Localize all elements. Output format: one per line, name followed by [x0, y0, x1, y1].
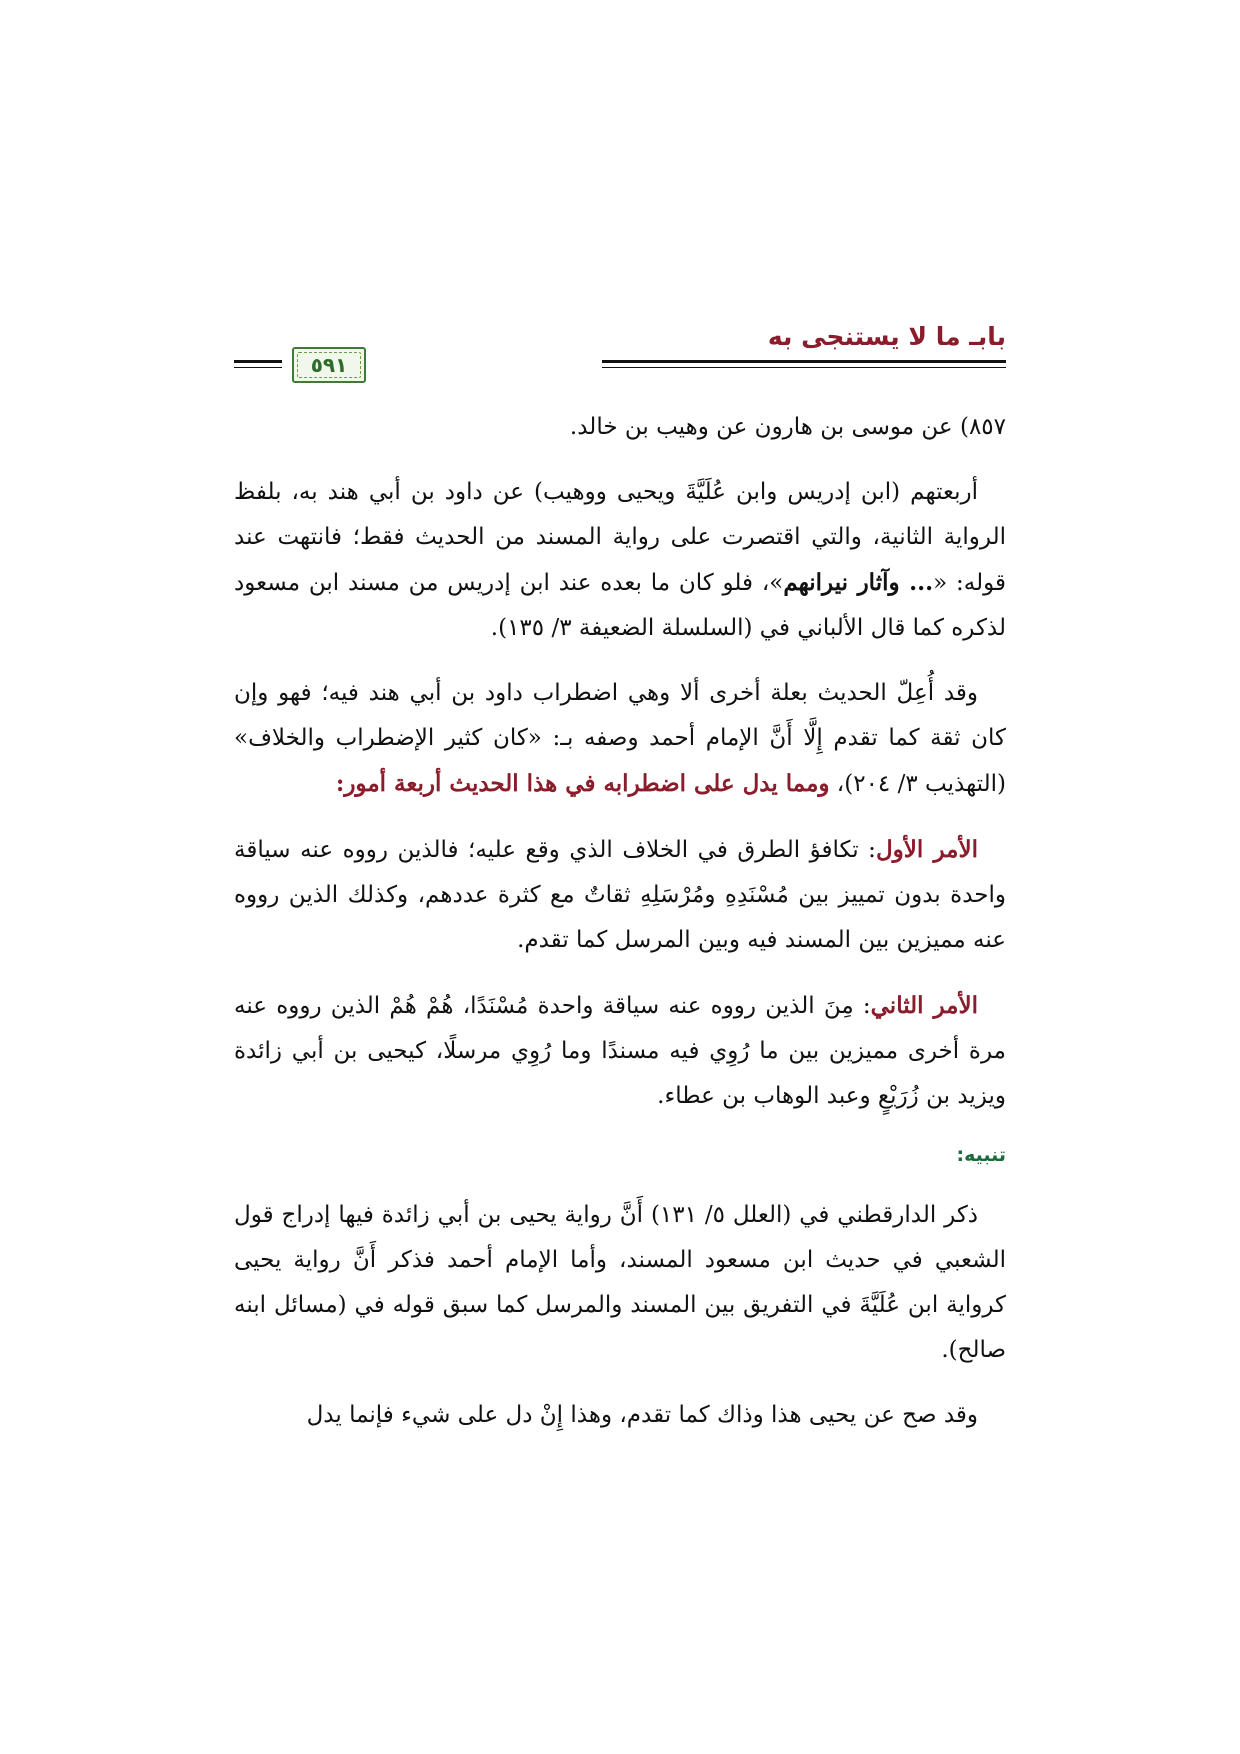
paragraph-2-text-b: »، فلو كان ما بعده عند ابن إدريس من مسند ابن مسعود لذكره كما قال الألباني في (السلسلة الضعيفة ٣/ ١٣٥). — [234, 570, 1006, 641]
paragraph-7: وقد صح عن يحيى هذا وذاك كما تقدم، وهذا إِنْ دل على شيء فإنما يدل — [306, 1402, 978, 1428]
paragraph-3-text-a: وقد أُعِلّ الحديث بعلة أخرى ألا وهي اضطراب داود بن أبي هند فيه؛ فهو وإن كان ثقة كما تقدم إِلَّا أَنَّ الإمام أحمد وصفه بـ: «كان كثير الإضطراب والخلاف» (التهذيب ٣/ ٢٠٤)، — [234, 680, 1006, 797]
paragraph-5 — [234, 983, 1006, 1119]
header-rule-thick-left — [234, 360, 282, 363]
paragraph-5-heading: الأمر الثاني — [870, 992, 978, 1019]
chapter-title: بابـ ما لا يستنجى به — [767, 322, 1006, 351]
paragraph-1: ٨٥٧) عن موسى بن هارون عن وهيب بن خالد. — [569, 414, 1006, 440]
page-number-badge — [292, 347, 366, 383]
header-rule-thick — [602, 360, 1006, 363]
page-number: ٥٩١ — [310, 353, 348, 377]
page-header — [234, 322, 1006, 392]
paragraph-5-text: : مِنَ الذين رووه عنه سياقة واحدة مُسْنَدًا، هُمْ هُمْ الذين رووه عنه مرة أخرى مميزين بين ما رُوِي فيه مسندًا وما رُوِي مرسلًا، كيحيى بن أبي زائدة ويزيد بن زُرَيْعٍ وعبد الوهاب بن عطاء. — [234, 993, 1006, 1109]
notice-heading: تنبيه: — [956, 1144, 1006, 1166]
header-rule-thin — [602, 367, 1006, 368]
paragraph-4-heading: الأمر الأول — [875, 836, 979, 863]
paragraph-4 — [234, 827, 1006, 963]
paragraph-3-highlight: ومما يدل على اضطرابه في هذا الحديث أربعة أمور — [344, 770, 830, 797]
paragraph-2 — [234, 470, 1006, 651]
main-text — [234, 405, 1006, 1458]
header-rule-thin-left — [234, 367, 282, 368]
paragraph-6: ذكر الدارقطني في (العلل ٥/ ١٣١) أَنَّ رواية يحيى بن أبي زائدة فيها إدراج قول الشعبي في حديث ابن مسعود المسند، وأما الإمام أحمد فذكر أَنَّ رواية يحيى كرواية ابن عُلَيَّةَ في التفريق بين المسند والمرسل كما سبق قوله في (مسائل ابنه صالح). — [234, 1202, 1006, 1363]
paragraph-4-text: : تكافؤ الطرق في الخلاف الذي وقع عليه؛ فالذين رووه عنه سياقة واحدة بدون تمييز بين مُسْنَدِهِ ومُرْسَلِهِ ثقاتٌ مع كثرة عددهم، وكذلك الذين رووه عنه مميزين بين المسند فيه وبين المرسل كما تقدم. — [234, 837, 1006, 953]
paragraph-2-bold-quote: ... وآثار نيرانهم — [783, 569, 934, 596]
paragraph-2-text-a: أربعتهم (ابن إدريس وابن عُلَيَّةَ ويحيى ووهيب) عن داود بن أبي هند به، بلفظ الرواية الثانية، والتي اقتصرت على رواية المسند من الحديث فقط؛ فانتهت عند قوله: « — [234, 479, 1006, 596]
paragraph-3-text-b: : — [335, 770, 345, 797]
paragraph-3 — [234, 671, 1006, 807]
